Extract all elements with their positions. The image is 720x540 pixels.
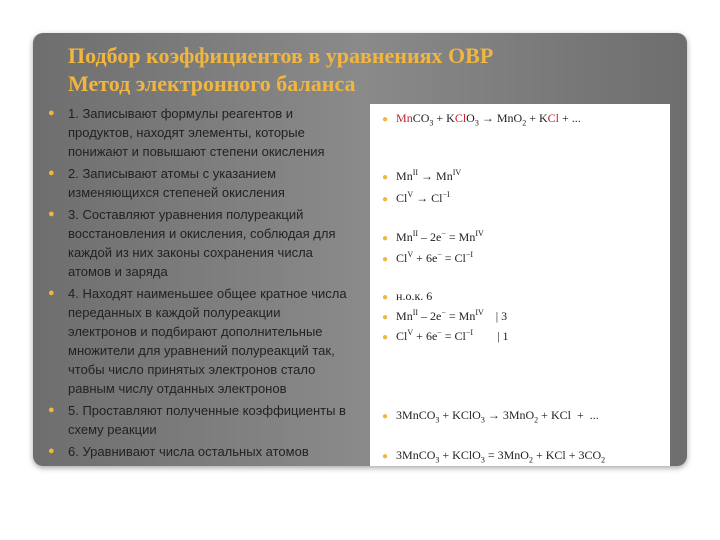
step-item: ● 6. Уравнивают числа остальных атомов [48,444,309,459]
equation-cl-change: ● $Cl^V \to Cl^{-I}$ [382,190,450,205]
bullet-icon: ● [382,312,389,323]
half-reaction-cl-factor: ● $Cl^V + 6e^- = Cl^{-I}$ | 1 [382,328,509,343]
equation-mn-change: ● $Mn^{II} \to Mn^{IV}$ [382,168,462,183]
bullet-icon: ● [48,107,55,119]
bullet-icon: ● [382,411,389,422]
bullet-icon: ● [48,167,55,179]
bullet-icon: ● [48,287,55,299]
bullet-icon: ● [382,172,389,183]
bullet-icon: ● [382,233,389,244]
bullet-icon: ● [48,445,55,457]
bullet-icon: ● [382,114,389,125]
step-item: ● 5. Проставляют полученные коэффициенты в схему реакции [48,403,346,437]
bullet-icon: ● [48,208,55,220]
step-item: ● 2. Записывают атомы с указанием изменяющихся степеней окисления [48,166,285,200]
half-reaction-mn-factor: ● $Mn^{II} - 2e^- = Mn^{IV}$ | 3 [382,308,508,323]
bullet-icon: ● [48,404,55,416]
step-item: ● 4. Находят наименьшее общее кратное числа переданных в каждой полуреакции электронов и подбирают дополнительные множители для уравнений полуреакций так, чтобы число принятых электронов стало равным числу отданных электронов [48,286,347,396]
bullet-icon: ● [382,332,389,343]
bullet-icon: ● [382,194,389,205]
step-item: ● 1. Записывают формулы реагентов и продуктов, находят элементы, которые понижают и повышают степени окисления [48,106,325,159]
lcm-line: ● н.о.к. 6 [382,289,433,303]
title-line-1: Подбор коэффициентов в уравнениях ОВР [68,43,494,68]
equation-coefficients: ● 3MnCO$_3$ + KClO$_3$ → 3MnO$_2$ + KCl + ... [382,408,599,425]
bullet-icon: ● [382,254,389,265]
bullet-icon: ● [382,451,389,462]
equation-scheme: ● MnCO$_3$ + KClO$_3$ → MnO$_2$ + KCl + ... [382,111,581,128]
step-item: ● 3. Составляют уравнения полуреакций восстановления и окисления, соблюдая для каждой из них законы сохранения числа атомов и заряда [48,207,336,279]
slide-title [68,42,668,98]
equation-final: ● 3MnCO$_3$ + KClO$_3$ = 3MnO$_2$ + KCl + $3CO_2$ [382,448,606,465]
half-reaction-mn: ● $Mn^{II} - 2e^- = Mn^{IV}$ [382,229,484,244]
steps-list [48,104,348,464]
bullet-icon: ● [382,292,389,303]
half-reaction-cl: ● $Cl^V + 6e^- = Cl^{-I}$ [382,250,474,265]
title-line-2: Метод электронного баланса [68,71,356,96]
